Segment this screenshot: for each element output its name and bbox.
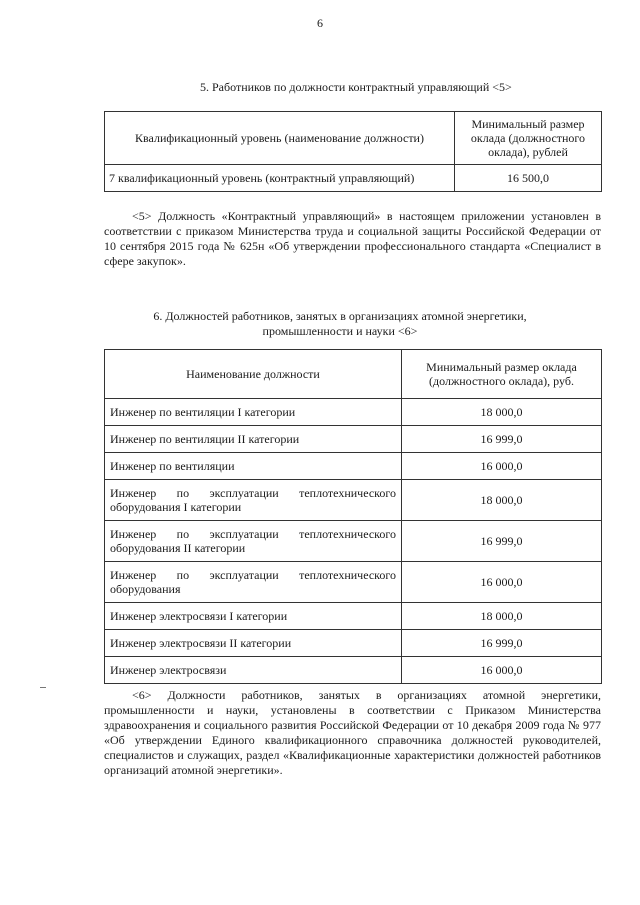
position-name-cell: Инженер по эксплуатации теплотехнического оборудования I категории xyxy=(105,480,402,521)
footnote-5-text: <5> Должность «Контрактный управляющий» в настоящем приложении установлен в соответствии с приказом Министерства труда и социальной защиты Российской Федерации от 10 сентября 2015 года № 625н «Об утверждении профессионального стандарта «Специалист в сфере закупок». xyxy=(104,209,601,268)
position-name-cell: Инженер по вентиляции II категории xyxy=(105,426,402,453)
footnote-5 xyxy=(104,209,601,269)
table-row xyxy=(105,165,602,192)
footnote-6-text: <6> Должности работников, занятых в организациях атомной энергетики, промышленности и науки, установлены в соответствии с Приказом Министерства здравоохранения и социального развития Российской Федерации от 10 декабря 2009 года № 977 «Об утверждении Единого квалификационного справочника должностей руководителей, специалистов и служащих, раздел «Квалификационные характеристики должностей работников организаций атомной энергетики». xyxy=(104,688,601,777)
position-name-cell: Инженер электросвязи I категории xyxy=(105,603,402,630)
salary-value-cell: 16 999,0 xyxy=(402,426,602,453)
position-name-cell: Инженер электросвязи II категории xyxy=(105,630,402,657)
position-name-cell: Инженер по эксплуатации теплотехнического оборудования II категории xyxy=(105,521,402,562)
salary-value-cell: 18 000,0 xyxy=(402,603,602,630)
position-name-cell: Инженер по вентиляции I категории xyxy=(105,399,402,426)
salary-value-cell: 16 000,0 xyxy=(402,562,602,603)
table-row xyxy=(105,453,602,480)
table-row xyxy=(105,562,602,603)
position-name-cell: Инженер электросвязи xyxy=(105,657,402,684)
table-header-row xyxy=(105,350,602,399)
table-row xyxy=(105,480,602,521)
position-name-cell: Инженер по вентиляции xyxy=(105,453,402,480)
salary-value-cell: 16 500,0 xyxy=(455,165,602,192)
column-header-position-name: Наименование должности xyxy=(105,350,402,399)
table-row xyxy=(105,630,602,657)
table-row xyxy=(105,426,602,453)
section-5-title: 5. Работников по должности контрактный управляющий <5> xyxy=(200,80,512,94)
section-6-title xyxy=(150,309,530,339)
section-5-table xyxy=(104,111,602,192)
page-number: 6 xyxy=(317,16,323,30)
salary-value-cell: 16 000,0 xyxy=(402,657,602,684)
table-row xyxy=(105,521,602,562)
salary-value-cell: 16 000,0 xyxy=(402,453,602,480)
salary-value-cell: 18 000,0 xyxy=(402,399,602,426)
section-6-table xyxy=(104,349,602,684)
table-row xyxy=(105,399,602,426)
salary-value-cell: 18 000,0 xyxy=(402,480,602,521)
section-6-title-line-2: промышленности и науки <6> xyxy=(262,324,418,338)
salary-value-cell: 16 999,0 xyxy=(402,630,602,657)
position-name-cell: 7 квалификационный уровень (контрактный управляющий) xyxy=(105,165,455,192)
scan-mark xyxy=(40,687,46,688)
column-header-min-salary: Минимальный размер оклада (должностного оклада), рублей xyxy=(455,112,602,165)
section-6-title-line-1: 6. Должностей работников, занятых в организациях атомной энергетики, xyxy=(153,309,527,323)
column-header-qualification-level: Квалификационный уровень (наименование должности) xyxy=(105,112,455,165)
table-header-row xyxy=(105,112,602,165)
column-header-min-salary: Минимальный размер оклада (должностного оклада), руб. xyxy=(402,350,602,399)
table-row xyxy=(105,657,602,684)
position-name-cell: Инженер по эксплуатации теплотехнического оборудования xyxy=(105,562,402,603)
footnote-6 xyxy=(104,688,601,778)
salary-value-cell: 16 999,0 xyxy=(402,521,602,562)
table-row xyxy=(105,603,602,630)
